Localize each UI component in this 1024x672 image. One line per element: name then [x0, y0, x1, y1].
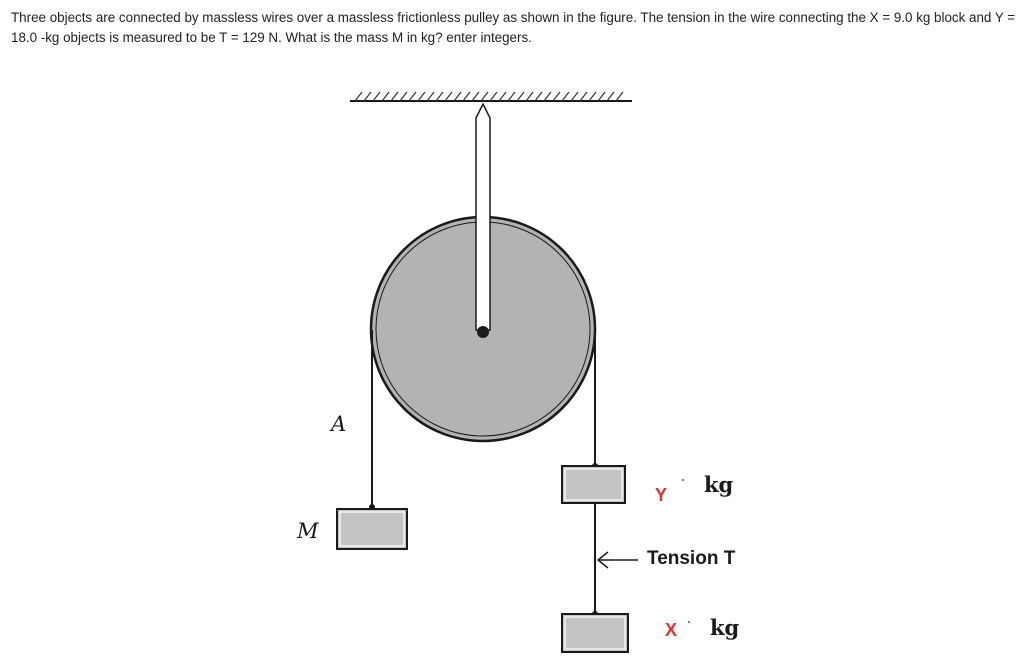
- ceiling-hatch: [400, 92, 407, 101]
- ceiling-hatch: [445, 92, 452, 101]
- ceiling-hatch: [472, 92, 479, 101]
- ceiling-hatch: [544, 92, 551, 101]
- ceiling-hatch: [409, 92, 416, 101]
- block-y: [562, 466, 625, 503]
- ceiling-hatch: [436, 92, 443, 101]
- ceiling-hatch: [427, 92, 434, 101]
- ceiling-hatch: [553, 92, 560, 101]
- ceiling-hatch: [490, 92, 497, 101]
- axle: [477, 326, 489, 338]
- ceiling-hatch: [373, 92, 380, 101]
- pulley-hanger: [476, 104, 490, 338]
- ceiling-hatch: [580, 92, 587, 101]
- ceiling-hatch: [535, 92, 542, 101]
- dot-x: [688, 621, 690, 623]
- ceiling-hatch: [463, 92, 470, 101]
- ceiling-hatch: [499, 92, 506, 101]
- ceiling-hatch: [382, 92, 389, 101]
- ceiling-hatch: [598, 92, 605, 101]
- ceiling-hatch: [616, 92, 623, 101]
- ceiling-hatch: [517, 92, 524, 101]
- tension-label: Tension T: [647, 548, 736, 569]
- unit-x: kg: [710, 615, 740, 640]
- block-m: [337, 509, 407, 549]
- ceiling-hatch: [481, 92, 488, 101]
- ceiling-hatch: [589, 92, 596, 101]
- ceiling-hatch: [508, 92, 515, 101]
- ceiling-hatch: [454, 92, 461, 101]
- ceiling-hatch: [562, 92, 569, 101]
- unit-y: kg: [704, 472, 734, 497]
- ceiling-hatch: [355, 92, 362, 101]
- question-text: Three objects are connected by massless wires over a massless frictionless pulley as shown in the figure. The tension in the wire connecting the X = 9.0 kg block and Y = 18.0 -kg objects is measured to be T = 129 N. What is the mass M in kg? enter integers.: [11, 10, 1016, 45]
- ceiling-hatch: [526, 92, 533, 101]
- label-x: X: [665, 620, 678, 640]
- ceiling-hatch: [364, 92, 371, 101]
- block-x: [562, 614, 628, 652]
- ceiling-hatch: [391, 92, 398, 101]
- label-y: Y: [655, 485, 668, 505]
- ceiling-hatch: [418, 92, 425, 101]
- ceiling-hatch: [607, 92, 614, 101]
- tension-arrow: [598, 552, 638, 568]
- label-m: M: [297, 519, 319, 543]
- label-a: A: [331, 412, 347, 436]
- ceiling: [350, 92, 632, 101]
- ceiling-hatch: [571, 92, 578, 101]
- dot-y: [682, 479, 684, 481]
